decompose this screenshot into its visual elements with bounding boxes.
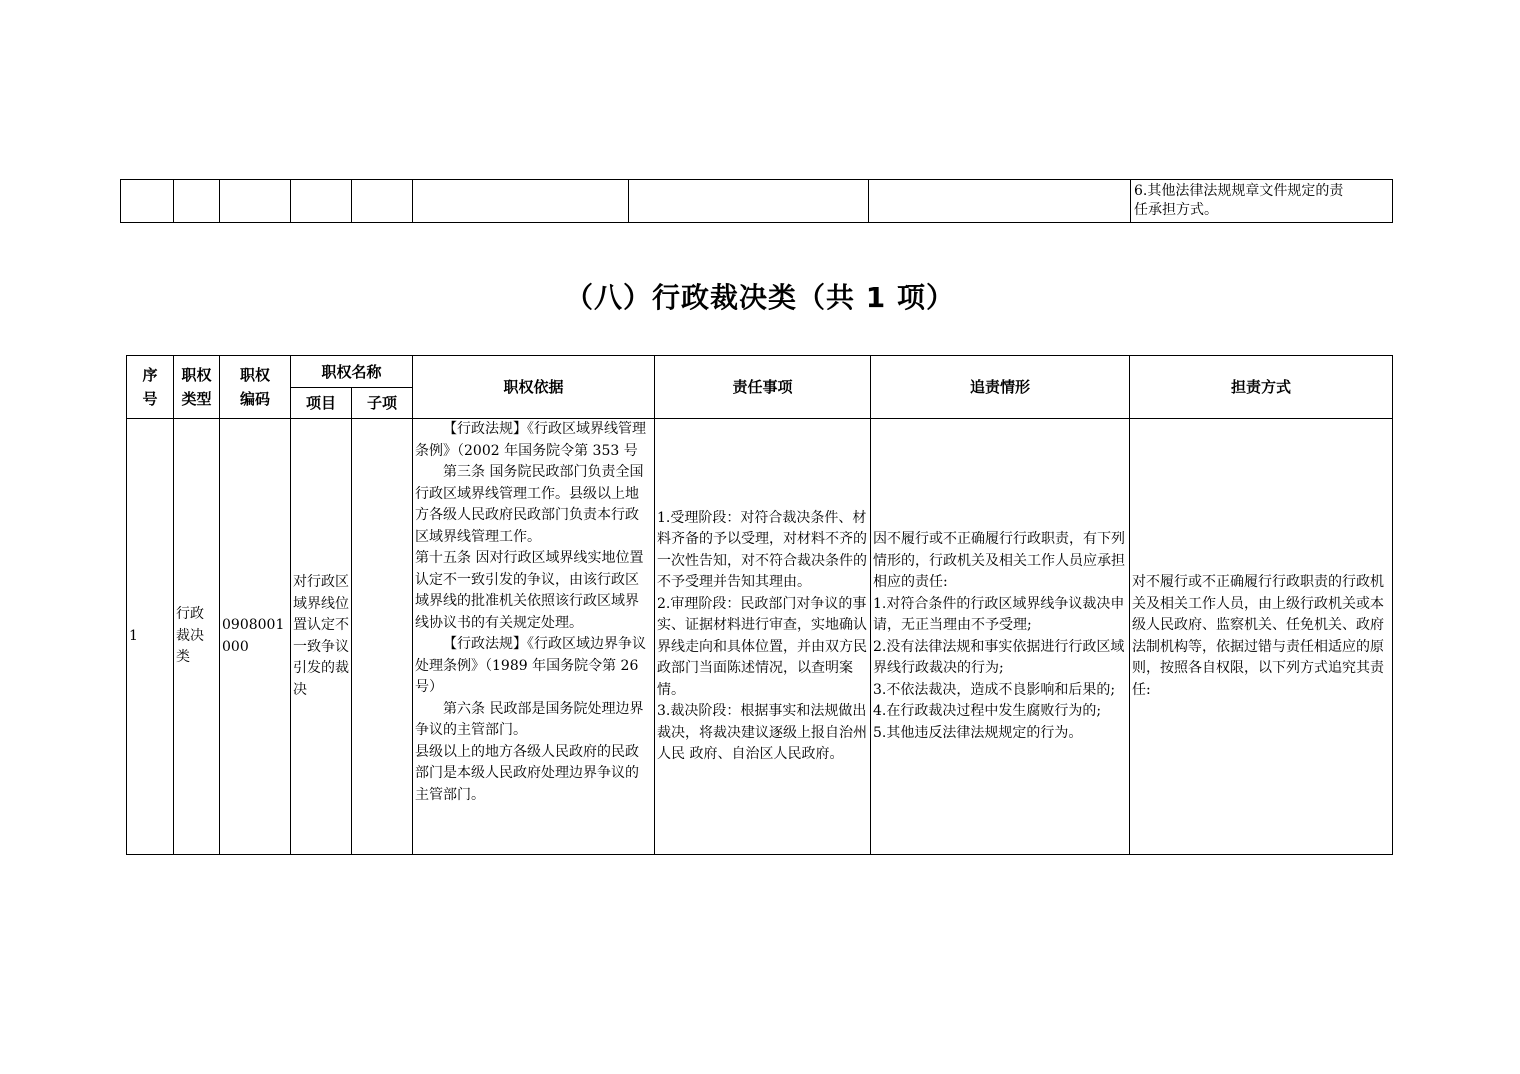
basis-paragraph: 第六条 民政部是国务院处理边界争议的主管部门。 [415,700,644,738]
empty-cell [413,180,629,223]
header-seq: 序 号 [127,356,174,419]
code-cell: 0908001000 [220,419,291,855]
responsibility-paragraph: 对不履行或不正确履行行政职责的行政机关及相关工作人员，由上级行政机关或本级人民政府、监察机关、任免机关、政府法制机构等，依据过错与责任相适应的原则，按照各自权限，以下列方式追究其责任: [1132,574,1385,698]
empty-cell [869,180,1131,223]
seq-cell: 1 [127,419,174,855]
header-basis: 职权依据 [413,356,655,419]
basis-paragraph: 第三条 国务院民政部门负责全国行政区域界线管理工作。县级以上地方各级人民政府民政部门负责本行政区域界线管理工作。 [415,464,644,545]
accountability-paragraph: 3.不依法裁决，造成不良影响和后果的; [873,681,1116,698]
accountability-paragraph: 5.其他违反法律法规规定的行为。 [873,724,1083,741]
empty-cell [121,180,174,223]
continued-table [120,179,1393,223]
section-title: （八）行政裁决类（共 1 项） [565,281,955,314]
responsibility-cell [1131,180,1393,223]
responsibility-text: 6.其他法律法规规章文件规定的责 任承担方式。 [1134,183,1344,218]
table-row [127,419,1393,855]
subitem-cell [352,419,413,855]
table-row [121,180,1393,223]
empty-cell [174,180,220,223]
accountability-cell [871,419,1130,855]
accountability-paragraph: 1.对符合条件的行政区域界线争议裁决申请，无正当理由不予受理; [873,595,1125,633]
empty-cell [220,180,291,223]
empty-cell [629,180,869,223]
header-item: 项目 [291,388,352,419]
basis-paragraph: 【行政法规】《行政区域边界争议处理条例》（1989 年国务院令第 26 号） [415,636,647,695]
empty-cell [291,180,352,223]
accountability-paragraph: 4.在行政裁决过程中发生腐败行为的; [873,703,1102,719]
header-duty: 责任事项 [655,356,871,419]
basis-cell [413,419,655,855]
powers-table [126,355,1393,855]
basis-paragraph: 【行政法规】《行政区域界线管理条例》（2002 年国务院令第 353 号 [415,421,647,459]
responsibility-cell [1130,419,1393,855]
header-responsibility: 担责方式 [1130,356,1393,419]
basis-paragraph: 第十五条 因对行政区域界线实地位置认定不一致引发的争议，由该行政区域界线的批准机关依照该行政区域界线协议书的有关规定处理。 [415,550,644,631]
header-code: 职权 编码 [220,356,291,419]
accountability-paragraph: 因不履行或不正确履行行政职责，有下列情形的，行政机关及相关工作人员应承担相应的责任: [873,531,1126,590]
duty-paragraph: 1.受理阶段：对符合裁决条件、材料齐备的予以受理，对材料不齐的一次性告知，对不符合裁决条件的不予受理并告知其理由。 [657,509,868,590]
duty-paragraph: 2.审理阶段：民政部门对争议的事实、证据材料进行审查，实地确认界线走向和具体位置，并由双方民政部门当面陈述情况，以查明案情。 [657,595,868,698]
header-row [127,356,1393,388]
header-accountability: 追责情形 [871,356,1130,419]
header-subitem: 子项 [352,388,413,419]
empty-cell [352,180,413,223]
duty-paragraph: 3.裁决阶段：根据事实和法规做出裁决，将裁决建议逐级上报自治州人民 政府、自治区人民政府。 [657,703,868,762]
basis-paragraph: 县级以上的地方各级人民政府的民政部门是本级人民政府处理边界争议的主管部门。 [415,743,640,803]
accountability-paragraph: 2.没有法律法规和事实依据进行行政区域界线行政裁决的行为; [873,638,1125,676]
type-cell: 行政 裁决 类 [174,419,220,855]
duty-cell [655,419,871,855]
header-type: 职权 类型 [174,356,220,419]
item-cell: 对行政区域界线位置认定不一致争议引发的裁决 [291,419,352,855]
header-name-group: 职权名称 [291,356,413,388]
